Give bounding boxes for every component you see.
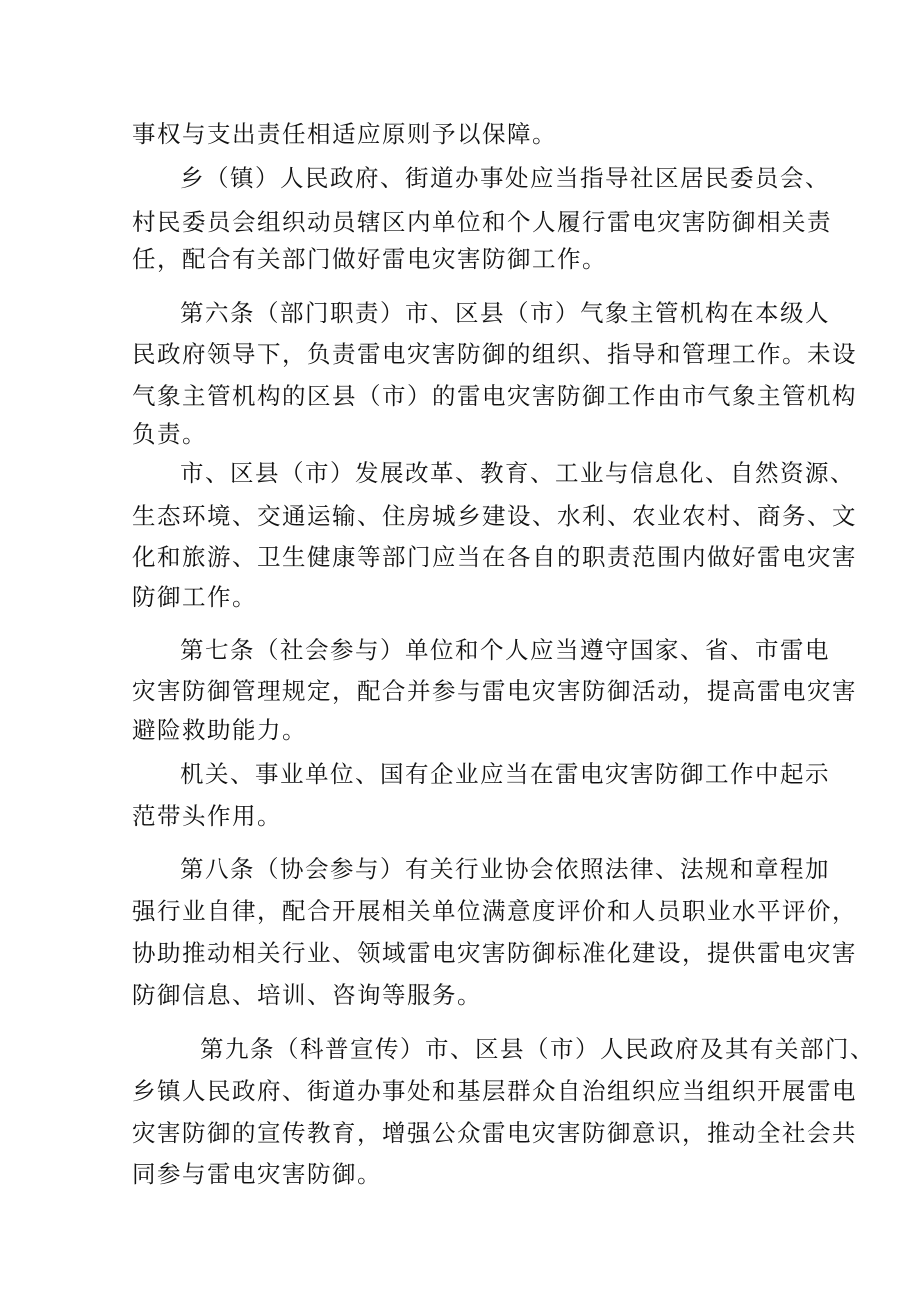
text-line: 化和旅游、卫生健康等部门应当在各自的职责范围内做好雷电灾害 [132,543,857,571]
text-line: 乡镇人民政府、街道办事处和基层群众自治组织应当组织开展雷电 [132,1077,857,1105]
text-line: 市、区县（市）发展改革、教育、工业与信息化、自然资源、 [180,459,855,487]
text-line: 灾害防御管理规定，配合并参与雷电灾害防御活动，提高雷电灾害 [132,677,857,705]
article-9-heading-line: 第九条（科普宣传）市、区县（市）人民政府及其有关部门、 [200,1035,875,1063]
text-line: 民政府领导下，负责雷电灾害防御的组织、指导和管理工作。未设 [132,340,857,368]
text-line: 村民委员会组织动员辖区内单位和个人履行雷电灾害防御相关责 [132,208,832,236]
text-line: 事权与支出责任相适应原则予以保障。 [132,120,557,148]
text-line: 范带头作用。 [132,802,282,830]
text-line: 协助推动相关行业、领域雷电灾害防御标准化建设，提供雷电灾害 [132,939,857,967]
text-line: 防御信息、培训、咨询等服务。 [132,981,482,1009]
article-6-heading-line: 第六条（部门职责）市、区县（市）气象主管机构在本级人 [180,299,830,327]
text-line: 防御工作。 [132,583,257,611]
text-line: 灾害防御的宣传教育，增强公众雷电灾害防御意识，推动全社会共 [132,1119,857,1147]
text-line: 避险救助能力。 [132,716,307,744]
text-line: 任，配合有关部门做好雷电灾害防御工作。 [132,245,607,273]
text-line: 强行业自律，配合开展相关单位满意度评价和人员职业水平评价， [132,897,857,925]
article-8-heading-line: 第八条（协会参与）有关行业协会依照法律、法规和章程加 [180,855,830,883]
text-line: 气象主管机构的区县（市）的雷电灾害防御工作由市气象主管机构 [132,382,857,410]
text-line: 生态环境、交通运输、住房城乡建设、水利、农业农村、商务、文 [132,502,857,530]
text-line: 机关、事业单位、国有企业应当在雷电灾害防御工作中起示 [180,760,830,788]
text-line: 乡（镇）人民政府、街道办事处应当指导社区居民委员会、 [180,164,830,192]
text-line: 负责。 [132,420,207,448]
text-line: 同参与雷电灾害防御。 [132,1160,382,1188]
article-7-heading-line: 第七条（社会参与）单位和个人应当遵守国家、省、市雷电 [180,636,830,664]
